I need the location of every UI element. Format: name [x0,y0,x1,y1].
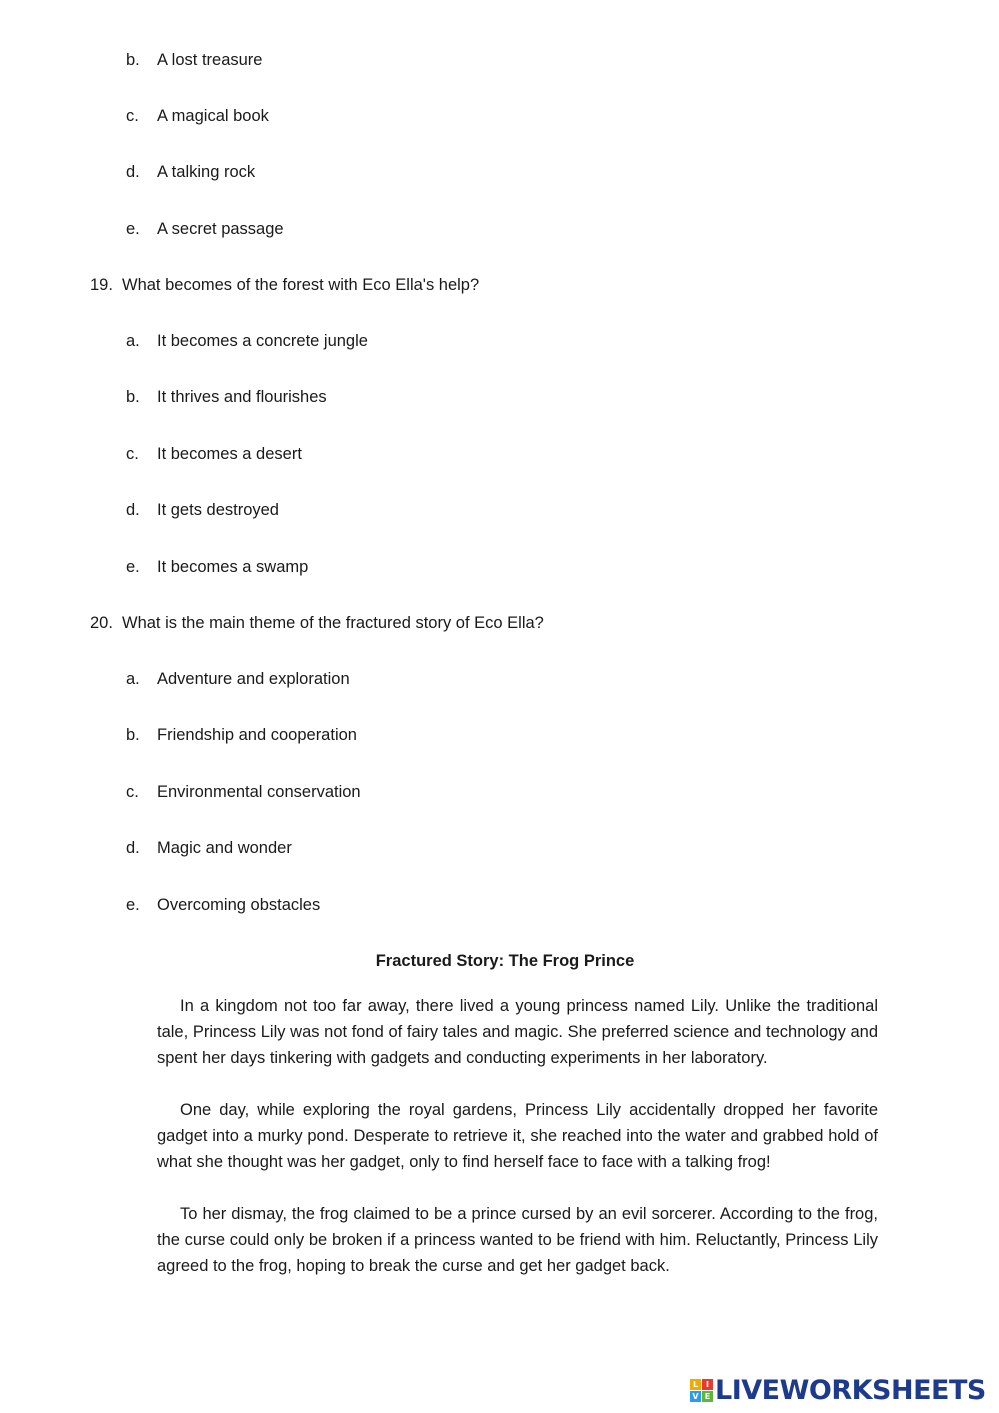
question-number: 20. [90,614,113,632]
story-paragraph-1: In a kingdom not too far away, there lived a young princess named Lily. Unlike the traditional tale, Princess Lily was not fond of fairy tales and magic. She preferred science and technology and spent her days tinkering with gadgets and conducting experiments in her laboratory. [157,997,878,1067]
story-title: Fractured Story: The Frog Prince [375,952,635,970]
liveworksheets-logo [690,1372,986,1408]
option-text: Friendship and cooperation [157,726,357,744]
option-letter: b. [126,726,140,744]
logo-text: LIVEWORKSHEETS [715,1374,986,1406]
question-text: What becomes of the forest with Eco Ella's help? [122,276,480,294]
option-text: A magical book [157,107,269,125]
option-letter: a. [126,332,140,350]
option-letter: b. [126,388,140,406]
option-letter: e. [126,896,140,914]
question-text: What is the main theme of the fractured story of Eco Ella? [122,614,544,632]
option-text: It becomes a swamp [157,558,309,576]
option-text: A secret passage [157,220,284,238]
option-letter: c. [126,107,139,125]
option-letter: c. [126,445,139,463]
option-text: Overcoming obstacles [157,896,321,914]
option-text: Environmental conservation [157,783,361,801]
logo-tile: I [702,1379,713,1390]
option-text: Adventure and exploration [157,670,350,688]
story-paragraph-3: To her dismay, the frog claimed to be a prince cursed by an evil sorcerer. According to the frog, the curse could only be broken if a princess wanted to be friend with him. Reluctantly, Princess Lily agreed to the frog, hoping to break the curse and get her gadget back. [157,1205,878,1275]
option-text: It becomes a desert [157,445,302,463]
logo-tile: V [690,1391,701,1402]
option-text: Magic and wonder [157,839,292,857]
logo-tile: L [690,1379,701,1390]
option-text: It becomes a concrete jungle [157,332,368,350]
option-letter: d. [126,163,140,181]
option-text: A lost treasure [157,51,263,69]
option-letter: e. [126,558,140,576]
option-letter: c. [126,783,139,801]
option-letter: d. [126,501,140,519]
logo-tile: E [702,1391,713,1402]
option-letter: e. [126,220,140,238]
option-text: It gets destroyed [157,501,279,519]
option-text: It thrives and flourishes [157,388,327,406]
story-paragraph-2: One day, while exploring the royal gardens, Princess Lily accidentally dropped her favorite gadget into a murky pond. Desperate to retrieve it, she reached into the water and grabbed hold of what she thought was her gadget, only to find herself face to face with a talking frog! [157,1101,878,1171]
option-text: A talking rock [157,163,256,181]
logo-tiles-icon [690,1379,713,1402]
option-letter: d. [126,839,140,857]
question-number: 19. [90,276,113,294]
option-letter: a. [126,670,140,688]
option-letter: b. [126,51,140,69]
